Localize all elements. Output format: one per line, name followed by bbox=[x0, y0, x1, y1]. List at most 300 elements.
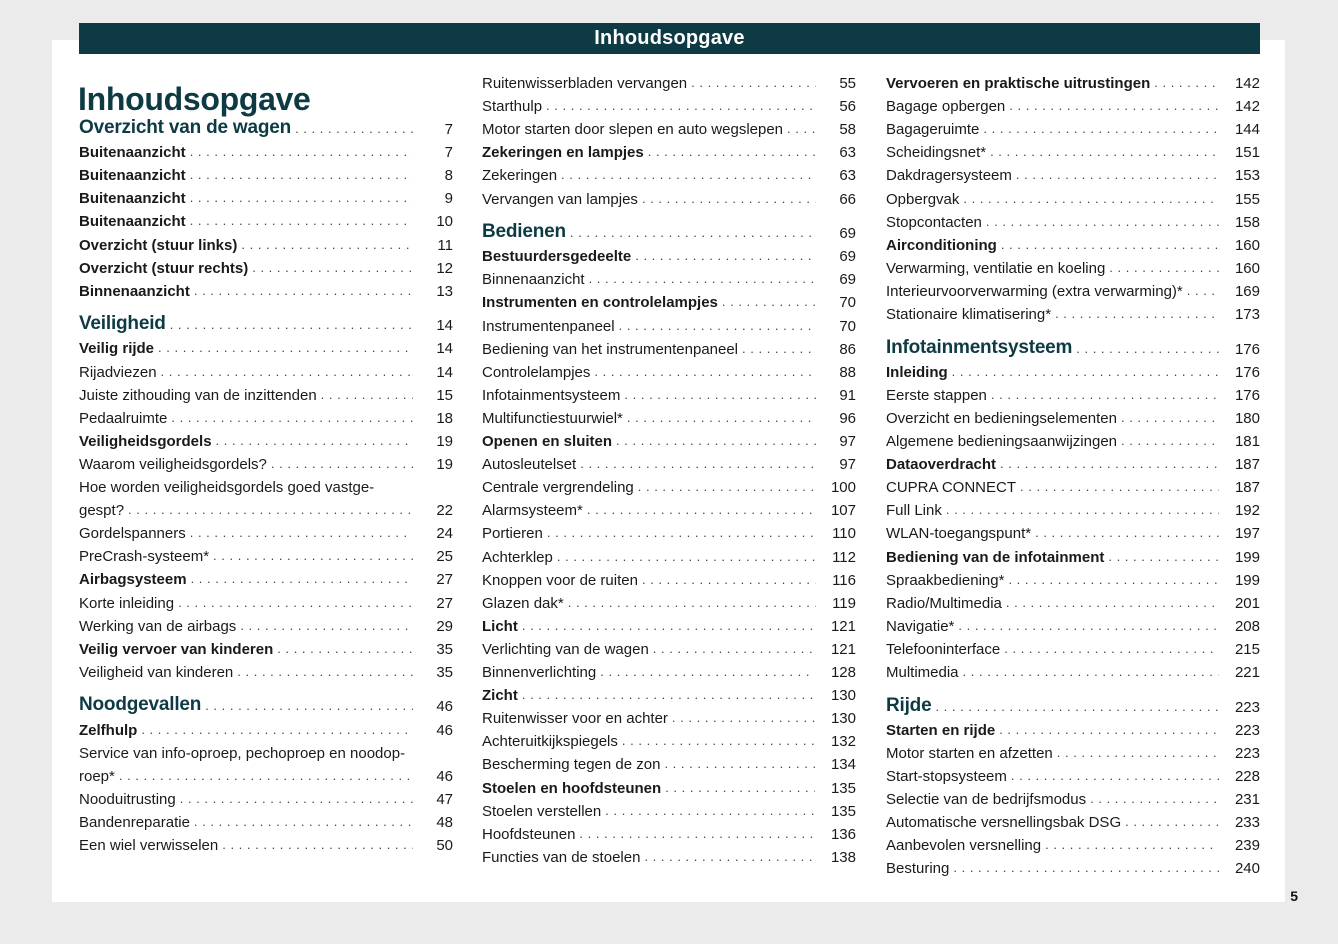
header-bar: Inhoudsopgave bbox=[79, 23, 1260, 54]
toc-entry[interactable] bbox=[482, 752, 856, 774]
toc-entry-title: Service van info-oproep, pechoproep en noodop- bbox=[79, 744, 406, 762]
toc-entry[interactable] bbox=[886, 718, 1260, 740]
toc-entry-title: Radio/Multimedia bbox=[886, 594, 1002, 612]
toc-entry-title: Bediening van het instrumentenpaneel bbox=[482, 340, 739, 358]
toc-entry-page: 132 bbox=[830, 733, 856, 751]
toc-entry[interactable] bbox=[886, 71, 1260, 93]
toc-entry[interactable] bbox=[482, 591, 856, 613]
toc-entry[interactable] bbox=[482, 845, 856, 867]
toc-entry-title: roep* bbox=[79, 767, 115, 785]
toc-entry-title: Motor starten door slepen en auto wegslepen bbox=[482, 121, 784, 139]
dot-leader bbox=[1006, 594, 1219, 613]
toc-entry-title: Korte inleiding bbox=[79, 594, 175, 612]
toc-entry-title: Juiste zithouding van de inzittenden bbox=[79, 386, 317, 404]
toc-entry-title: Stoelen en hoofdsteunen bbox=[482, 779, 662, 797]
toc-entry-title: Werking van de airbags bbox=[79, 617, 237, 635]
toc-entry[interactable] bbox=[886, 660, 1260, 682]
toc-entry-title: Alarmsysteem* bbox=[482, 502, 583, 520]
toc-entry[interactable] bbox=[482, 683, 856, 705]
toc-entry[interactable] bbox=[79, 787, 453, 809]
toc-entry[interactable] bbox=[886, 233, 1260, 255]
toc-entry-page: 29 bbox=[436, 617, 453, 635]
toc-entry[interactable] bbox=[886, 163, 1260, 185]
toc-entry-page: 135 bbox=[830, 802, 856, 820]
dot-leader bbox=[178, 594, 413, 613]
toc-entry-title: Instrumentenpaneel bbox=[482, 317, 615, 335]
toc-entry-page: 176 bbox=[1234, 340, 1260, 358]
toc-entry[interactable] bbox=[79, 637, 453, 659]
toc-entry-page: 7 bbox=[444, 121, 453, 138]
toc-entry-title: Functies van de stoelen bbox=[482, 848, 641, 866]
toc-entry-title: Autosleutelset bbox=[482, 456, 577, 474]
dot-leader bbox=[600, 663, 815, 682]
toc-entry-page: 19 bbox=[436, 455, 453, 473]
toc-entry-page: 14 bbox=[436, 317, 453, 335]
toc-entry-title: Bestuurdersgedeelte bbox=[482, 248, 632, 266]
dot-leader bbox=[1057, 744, 1219, 763]
toc-entry[interactable] bbox=[482, 117, 856, 139]
toc-entry-page: 110 bbox=[832, 525, 856, 543]
dot-leader bbox=[213, 547, 413, 566]
toc-entry-page: 24 bbox=[436, 525, 453, 543]
toc-entry-page: 12 bbox=[436, 259, 453, 277]
toc-entry[interactable] bbox=[886, 810, 1260, 832]
toc-entry[interactable] bbox=[886, 591, 1260, 613]
toc-entry-title: Overzicht en bedieningselementen bbox=[886, 409, 1117, 427]
dot-leader bbox=[1045, 836, 1219, 855]
toc-entry[interactable] bbox=[886, 94, 1260, 116]
toc-entry-page: 63 bbox=[839, 144, 856, 162]
dot-leader bbox=[205, 697, 413, 716]
toc-entry-page: 221 bbox=[1234, 664, 1260, 681]
toc-entry[interactable] bbox=[79, 383, 453, 405]
toc-entry-page: 13 bbox=[436, 282, 453, 300]
toc-entry[interactable] bbox=[886, 614, 1260, 636]
toc-entry[interactable] bbox=[482, 452, 856, 474]
toc-section-heading[interactable] bbox=[886, 333, 1260, 359]
toc-entry-title: Portieren bbox=[482, 525, 543, 543]
toc-entry-title: Multifunctiestuurwiel* bbox=[482, 409, 623, 427]
toc-entry[interactable] bbox=[482, 383, 856, 405]
toc-entry-title: Knoppen voor de ruiten bbox=[482, 571, 638, 589]
toc-entry[interactable] bbox=[482, 706, 856, 728]
toc-entry[interactable] bbox=[886, 833, 1260, 855]
toc-entry[interactable] bbox=[482, 545, 856, 567]
dot-leader bbox=[1076, 340, 1219, 359]
dot-leader bbox=[999, 721, 1219, 740]
toc-entry-page: 91 bbox=[839, 386, 856, 404]
toc-entry[interactable] bbox=[886, 764, 1260, 786]
toc-entry[interactable] bbox=[79, 336, 453, 358]
dot-leader bbox=[240, 617, 413, 636]
toc-entry[interactable] bbox=[886, 187, 1260, 209]
toc-column-2 bbox=[482, 0, 856, 944]
dot-leader bbox=[1109, 259, 1219, 278]
toc-entry-title: Zicht bbox=[482, 687, 518, 705]
toc-entry[interactable] bbox=[886, 787, 1260, 809]
toc-entry-title: Inleiding bbox=[886, 363, 948, 381]
toc-entry-page: 55 bbox=[839, 75, 856, 92]
dot-leader bbox=[644, 848, 815, 867]
toc-entry-title: Buitenaanzicht bbox=[79, 190, 186, 208]
toc-entry-page: 8 bbox=[444, 167, 453, 185]
toc-entry-title: Telefooninterface bbox=[886, 640, 1001, 658]
toc-entry[interactable] bbox=[79, 498, 453, 520]
toc-entry-page: 240 bbox=[1234, 860, 1260, 878]
dot-leader bbox=[638, 478, 815, 497]
dot-leader bbox=[619, 317, 816, 336]
dot-leader bbox=[787, 120, 816, 139]
toc-entry-page: 199 bbox=[1234, 571, 1260, 589]
toc-entry[interactable] bbox=[886, 741, 1260, 763]
toc-entry-title: Bandenreparatie bbox=[79, 813, 190, 831]
toc-entry[interactable] bbox=[79, 591, 453, 613]
toc-entry-title: Nooduitrusting bbox=[79, 790, 176, 808]
toc-entry[interactable] bbox=[886, 429, 1260, 451]
toc-column-3 bbox=[886, 0, 1260, 944]
toc-entry-title: Motor starten en afzetten bbox=[886, 744, 1053, 762]
dot-leader bbox=[271, 455, 413, 474]
toc-entry-title: Infotainmentsysteem bbox=[482, 386, 621, 404]
toc-entry-page: 121 bbox=[830, 640, 856, 658]
dot-leader bbox=[983, 120, 1219, 139]
toc-entry-title: Buitenaanzicht bbox=[79, 144, 186, 162]
toc-entry-title: Glazen dak* bbox=[482, 594, 564, 612]
dot-leader bbox=[547, 524, 816, 543]
dot-leader bbox=[986, 213, 1219, 232]
toc-entry-page: 169 bbox=[1234, 282, 1260, 300]
toc-entry[interactable] bbox=[482, 637, 856, 659]
toc-entry[interactable] bbox=[886, 302, 1260, 324]
toc-entry-title: Navigatie* bbox=[886, 617, 955, 635]
toc-entry-page: 107 bbox=[830, 502, 856, 520]
toc-entry-page: 70 bbox=[839, 294, 856, 312]
toc-entry-page: 69 bbox=[839, 271, 856, 289]
toc-entry-title: Hoofdsteunen bbox=[482, 825, 576, 843]
toc-entry[interactable] bbox=[482, 337, 856, 359]
dot-leader bbox=[295, 120, 413, 139]
toc-entry-title: Verlichting van de wagen bbox=[482, 640, 649, 658]
toc-entry-page: 35 bbox=[436, 640, 453, 658]
toc-entry-page: 151 bbox=[1234, 144, 1260, 162]
toc-entry-page: 70 bbox=[839, 317, 856, 335]
toc-entry[interactable] bbox=[886, 452, 1260, 474]
toc-entry[interactable] bbox=[482, 822, 856, 844]
dot-leader bbox=[161, 363, 413, 382]
toc-entry[interactable] bbox=[482, 314, 856, 336]
toc-entry-title: Gordelspanners bbox=[79, 525, 186, 543]
dot-leader bbox=[622, 732, 815, 751]
toc-entry-title: Stopcontacten bbox=[886, 213, 982, 231]
dot-leader bbox=[190, 166, 413, 185]
toc-entry-page: 66 bbox=[839, 190, 856, 208]
toc-entry-page: 10 bbox=[436, 213, 453, 231]
dot-leader bbox=[1009, 97, 1219, 116]
toc-entry-page: 138 bbox=[830, 848, 856, 866]
toc-entry-title: Binnenverlichting bbox=[482, 664, 597, 681]
toc-entry-title: Bescherming tegen de zon bbox=[482, 756, 661, 774]
toc-entry-page: 155 bbox=[1234, 190, 1260, 208]
dot-leader bbox=[1004, 640, 1219, 659]
toc-entry[interactable] bbox=[482, 163, 856, 185]
dot-leader bbox=[952, 363, 1219, 382]
toc-entry-title: Airconditioning bbox=[886, 236, 997, 254]
toc-entry-title: Controlelampjes bbox=[482, 363, 591, 381]
dot-leader bbox=[561, 166, 816, 185]
toc-entry[interactable] bbox=[482, 614, 856, 636]
toc-entry[interactable] bbox=[482, 521, 856, 543]
toc-entry[interactable] bbox=[79, 718, 453, 740]
dot-leader bbox=[963, 663, 1219, 682]
toc-entry-page: 142 bbox=[1234, 75, 1260, 92]
dot-leader bbox=[963, 190, 1219, 209]
dot-leader bbox=[190, 212, 413, 231]
toc-section-heading[interactable] bbox=[79, 690, 453, 716]
toc-entry-page: 25 bbox=[436, 548, 453, 566]
toc-entry-page: 142 bbox=[1234, 98, 1260, 116]
toc-entry[interactable] bbox=[79, 521, 453, 543]
toc-entry-page: 18 bbox=[436, 409, 453, 427]
toc-entry[interactable] bbox=[482, 498, 856, 520]
dot-leader bbox=[277, 640, 413, 659]
toc-entry[interactable] bbox=[886, 140, 1260, 162]
dot-leader bbox=[546, 97, 816, 116]
toc-entry[interactable] bbox=[886, 637, 1260, 659]
toc-entry[interactable] bbox=[886, 475, 1260, 497]
toc-entry[interactable] bbox=[79, 233, 453, 255]
toc-entry-title: Instrumenten en controlelampjes bbox=[482, 294, 718, 312]
toc-entry-page: 56 bbox=[839, 98, 856, 116]
toc-entry[interactable] bbox=[482, 475, 856, 497]
toc-entry-title: Algemene bedieningsaanwijzingen bbox=[886, 433, 1117, 450]
dot-leader bbox=[958, 617, 1219, 636]
toc-entry[interactable] bbox=[482, 244, 856, 266]
toc-entry-page: 223 bbox=[1234, 721, 1260, 739]
toc-entry[interactable] bbox=[79, 209, 453, 231]
toc-entry[interactable] bbox=[482, 140, 856, 162]
toc-entry[interactable] bbox=[886, 383, 1260, 405]
dot-leader bbox=[742, 340, 816, 359]
toc-entry-page: 112 bbox=[832, 548, 856, 566]
toc-entry[interactable] bbox=[482, 776, 856, 798]
toc-entry[interactable] bbox=[886, 279, 1260, 301]
dot-leader bbox=[991, 386, 1219, 405]
toc-entry-title: Hoe worden veiligheidsgordels goed vastge- bbox=[79, 479, 375, 496]
toc-entry-page: 86 bbox=[839, 340, 856, 358]
toc-entry[interactable] bbox=[79, 614, 453, 636]
toc-entry[interactable] bbox=[79, 406, 453, 428]
toc-entry[interactable] bbox=[886, 210, 1260, 232]
toc-entry[interactable] bbox=[79, 567, 453, 589]
toc-entry[interactable] bbox=[79, 660, 453, 682]
dot-leader bbox=[171, 409, 413, 428]
toc-entry[interactable] bbox=[79, 279, 453, 301]
toc-entry[interactable] bbox=[482, 187, 856, 209]
toc-entry[interactable] bbox=[886, 256, 1260, 278]
toc-entry-page: 69 bbox=[839, 225, 856, 243]
toc-entry-title: Stationaire klimatisering* bbox=[886, 306, 1052, 323]
dot-leader bbox=[672, 709, 815, 728]
toc-entry[interactable] bbox=[886, 360, 1260, 382]
toc-entry[interactable] bbox=[79, 140, 453, 162]
dot-leader bbox=[557, 548, 816, 567]
toc-entry-page: 176 bbox=[1234, 363, 1260, 381]
toc-entry[interactable] bbox=[79, 429, 453, 451]
toc-entry[interactable] bbox=[79, 741, 453, 763]
toc-entry-title: Start-stopsysteem bbox=[886, 767, 1007, 785]
toc-entry[interactable] bbox=[482, 267, 856, 289]
toc-entry-page: 48 bbox=[436, 813, 453, 831]
toc-entry-page: 135 bbox=[830, 779, 856, 797]
toc-entry-page: 22 bbox=[436, 502, 453, 520]
toc-entry-page: 233 bbox=[1234, 814, 1260, 832]
toc-entry[interactable] bbox=[482, 429, 856, 451]
dot-leader bbox=[1035, 524, 1219, 543]
toc-entry[interactable] bbox=[79, 475, 453, 497]
toc-entry[interactable] bbox=[886, 545, 1260, 567]
dot-leader bbox=[1154, 74, 1219, 93]
toc-entry[interactable] bbox=[886, 117, 1260, 139]
toc-entry-title: Bedienen bbox=[482, 221, 566, 243]
dot-leader bbox=[605, 802, 815, 821]
dot-leader bbox=[321, 386, 413, 405]
toc-entry-title: Een wiel verwisselen bbox=[79, 837, 219, 854]
toc-entry-title: Veiligheidsgordels bbox=[79, 432, 212, 450]
toc-entry-title: Veiligheid van kinderen bbox=[79, 663, 234, 681]
toc-entry[interactable] bbox=[886, 498, 1260, 520]
toc-entry-title: WLAN-toegangspunt* bbox=[886, 525, 1032, 543]
toc-entry-page: 50 bbox=[436, 837, 453, 854]
dot-leader bbox=[587, 501, 815, 520]
dot-leader bbox=[570, 224, 816, 243]
toc-entry-page: 173 bbox=[1234, 306, 1260, 323]
toc-entry-page: 181 bbox=[1234, 433, 1260, 450]
toc-entry[interactable] bbox=[482, 568, 856, 590]
toc-entry[interactable] bbox=[886, 856, 1260, 878]
toc-entry-title: Binnenaanzicht bbox=[79, 282, 190, 300]
toc-entry-page: 97 bbox=[839, 433, 856, 450]
toc-entry-page: 14 bbox=[436, 340, 453, 358]
toc-entry-page: 231 bbox=[1234, 791, 1260, 808]
toc-entry-title: Zelfhulp bbox=[79, 721, 138, 739]
toc-entry-title: Dakdragersysteem bbox=[886, 167, 1012, 185]
toc-entry-page: 96 bbox=[839, 409, 856, 427]
toc-entry-title: Binnenaanzicht bbox=[482, 271, 585, 289]
dot-leader bbox=[241, 236, 413, 255]
toc-section-heading[interactable] bbox=[79, 309, 453, 335]
toc-entry[interactable] bbox=[482, 729, 856, 751]
toc-entry-page: 63 bbox=[839, 167, 856, 185]
toc-entry-title: Starthulp bbox=[482, 98, 543, 116]
toc-entry-title: Achteruitkijkspiegels bbox=[482, 733, 618, 751]
toc-entry-page: 215 bbox=[1234, 640, 1260, 658]
toc-entry[interactable] bbox=[886, 568, 1260, 590]
toc-entry-title: Automatische versnellingsbak DSG bbox=[886, 814, 1122, 832]
toc-entry-title: Bediening van de infotainment bbox=[886, 548, 1105, 566]
toc-section-heading[interactable] bbox=[886, 691, 1260, 717]
toc-entry[interactable] bbox=[79, 452, 453, 474]
toc-entry-title: Achterklep bbox=[482, 548, 553, 566]
toc-entry[interactable] bbox=[79, 163, 453, 185]
toc-entry-page: 201 bbox=[1234, 594, 1260, 612]
dot-leader bbox=[665, 779, 815, 798]
toc-entry[interactable] bbox=[482, 360, 856, 382]
dot-leader bbox=[664, 755, 815, 774]
toc-entry-page: 58 bbox=[839, 121, 856, 139]
toc-entry-title: Buitenaanzicht bbox=[79, 213, 186, 231]
dot-leader bbox=[691, 74, 816, 93]
toc-entry[interactable] bbox=[482, 290, 856, 312]
dot-leader bbox=[237, 663, 413, 682]
toc-entry-page: 239 bbox=[1234, 837, 1260, 855]
toc-entry[interactable] bbox=[79, 360, 453, 382]
dot-leader bbox=[194, 282, 413, 301]
toc-entry-page: 130 bbox=[830, 710, 856, 728]
toc-entry[interactable] bbox=[482, 71, 856, 93]
toc-entry-title: Vervoeren en praktische uitrustingen bbox=[886, 75, 1151, 92]
toc-entry-page: 228 bbox=[1234, 767, 1260, 785]
toc-entry[interactable] bbox=[482, 799, 856, 821]
toc-entry-page: 160 bbox=[1234, 236, 1260, 254]
toc-entry-page: 197 bbox=[1234, 525, 1260, 543]
toc-entry[interactable] bbox=[79, 764, 453, 786]
toc-section-heading[interactable] bbox=[482, 217, 856, 243]
toc-entry[interactable] bbox=[482, 406, 856, 428]
dot-leader bbox=[589, 270, 816, 289]
toc-entry[interactable] bbox=[886, 521, 1260, 543]
toc-entry-title: Eerste stappen bbox=[886, 386, 987, 404]
toc-entry-page: 153 bbox=[1234, 167, 1260, 185]
dot-leader bbox=[522, 686, 815, 705]
toc-entry[interactable] bbox=[482, 660, 856, 682]
dot-leader bbox=[180, 790, 413, 809]
page-number: 5 bbox=[1290, 888, 1298, 904]
dot-leader bbox=[1121, 409, 1219, 428]
dot-leader bbox=[216, 432, 413, 451]
toc-entry-page: 144 bbox=[1234, 121, 1260, 139]
toc-entry-page: 11 bbox=[437, 236, 453, 254]
toc-entry-page: 223 bbox=[1234, 744, 1260, 762]
toc-entry[interactable] bbox=[79, 810, 453, 832]
toc-entry[interactable] bbox=[79, 256, 453, 278]
toc-entry-page: 88 bbox=[839, 363, 856, 381]
toc-entry[interactable] bbox=[79, 833, 453, 855]
dot-leader bbox=[191, 570, 413, 589]
toc-entry[interactable] bbox=[79, 186, 453, 208]
toc-entry[interactable] bbox=[886, 406, 1260, 428]
toc-entry-title: Licht bbox=[482, 617, 518, 635]
dot-leader bbox=[953, 859, 1219, 878]
toc-entry-title: Bagageruimte bbox=[886, 121, 980, 139]
toc-entry-title: Dataoverdracht bbox=[886, 456, 997, 474]
dot-leader bbox=[1020, 478, 1219, 497]
dot-leader bbox=[568, 594, 816, 613]
dot-leader bbox=[722, 293, 816, 312]
toc-section-heading[interactable] bbox=[79, 113, 453, 139]
toc-entry-title: Overzicht van de wagen bbox=[79, 117, 292, 138]
toc-entry[interactable] bbox=[79, 544, 453, 566]
toc-entry-page: 223 bbox=[1234, 698, 1260, 716]
toc-entry-title: Besturing bbox=[886, 860, 950, 878]
toc-entry-title: Waarom veiligheidsgordels? bbox=[79, 455, 267, 473]
toc-entry-title: Opbergvak bbox=[886, 190, 960, 208]
dot-leader bbox=[1108, 548, 1219, 567]
toc-entry-page: 208 bbox=[1234, 617, 1260, 635]
toc-entry-page: 69 bbox=[839, 248, 856, 266]
dot-leader bbox=[580, 455, 816, 474]
toc-entry[interactable] bbox=[482, 94, 856, 116]
dot-leader bbox=[158, 339, 413, 358]
